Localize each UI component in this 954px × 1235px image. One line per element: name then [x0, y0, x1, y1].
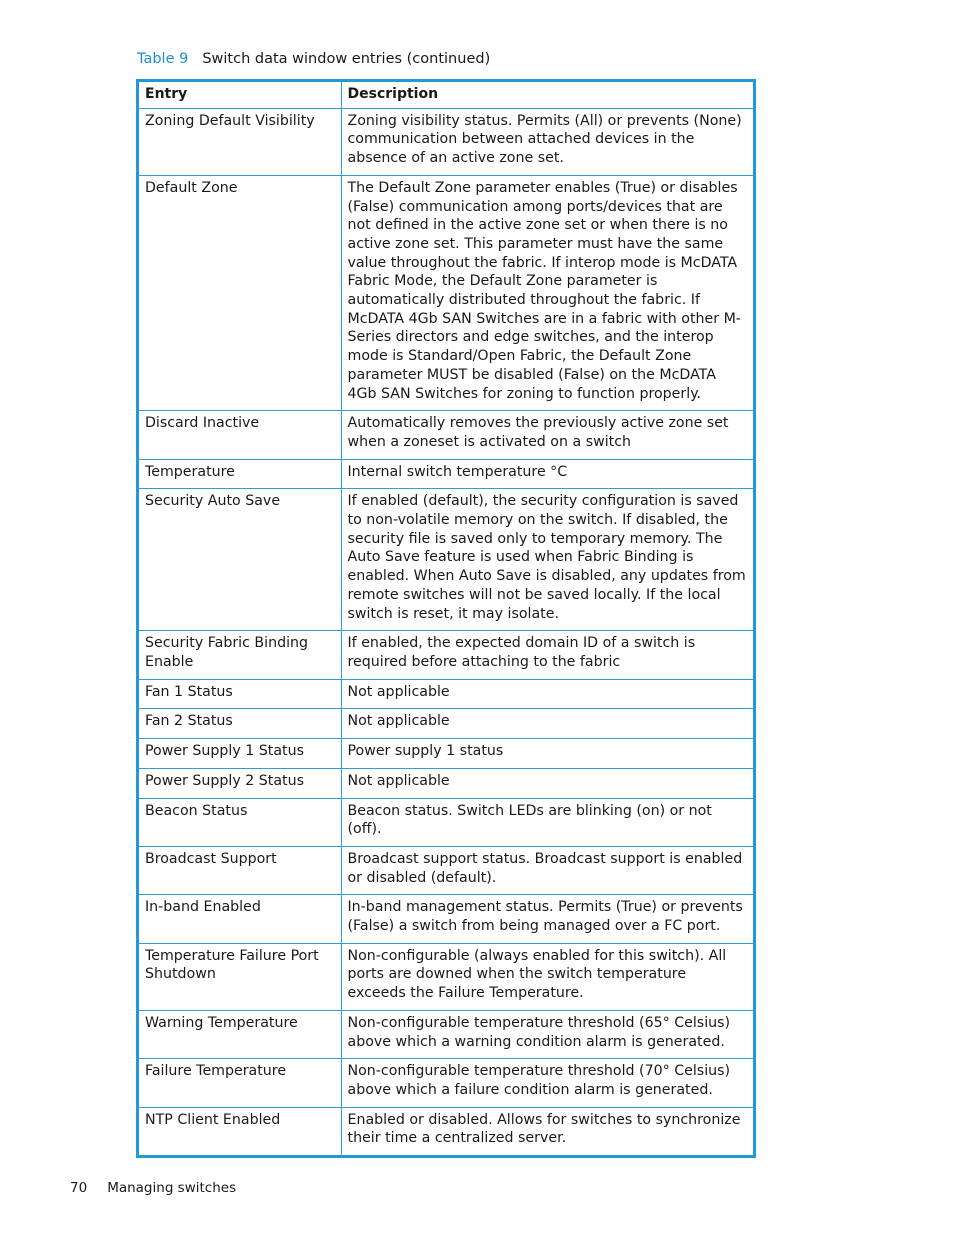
description-cell: Non-configurable temperature threshold (70° Celsius) above which a failure condition alarm is generated.	[341, 1059, 753, 1107]
footer-section-title: Managing switches	[107, 1180, 237, 1196]
table-caption	[137, 51, 490, 67]
table-row	[139, 739, 753, 769]
table-frame	[136, 79, 756, 1158]
table-row	[139, 411, 753, 459]
table-row	[139, 709, 753, 739]
table-row	[139, 768, 753, 798]
description-cell: Not applicable	[341, 679, 753, 709]
description-cell: Automatically removes the previously active zone set when a zoneset is activated on a switch	[341, 411, 753, 459]
page-footer	[70, 1180, 236, 1196]
description-cell: If enabled, the expected domain ID of a switch is required before attaching to the fabric	[341, 631, 753, 679]
table-row	[139, 846, 753, 894]
table-row	[139, 943, 753, 1010]
entry-cell: Default Zone	[139, 175, 341, 410]
table-caption-title: Switch data window entries (continued)	[202, 51, 491, 67]
table-row	[139, 175, 753, 410]
entry-cell: Power Supply 2 Status	[139, 768, 341, 798]
table-header-row	[139, 82, 753, 108]
column-header-description: Description	[341, 82, 753, 108]
table-row	[139, 798, 753, 846]
description-cell: Power supply 1 status	[341, 739, 753, 769]
entry-cell: NTP Client Enabled	[139, 1107, 341, 1155]
table-row	[139, 631, 753, 679]
table-row	[139, 1010, 753, 1058]
description-cell: Broadcast support status. Broadcast support is enabled or disabled (default).	[341, 846, 753, 894]
description-cell: If enabled (default), the security configuration is saved to non-volatile memory on the switch. If disabled, the security file is saved only to temporary memory. The Auto Save feature is used when Fabric Binding is enabled. When Auto Save is disabled, any updates from remote switches will not be saved locally. If the local switch is reset, it may isolate.	[341, 489, 753, 631]
table-body	[139, 108, 753, 1155]
entry-cell: In-band Enabled	[139, 895, 341, 943]
description-cell: Zoning visibility status. Permits (All) or prevents (None) communication between attached devices in the absence of an active zone set.	[341, 108, 753, 175]
description-cell: Internal switch temperature °C	[341, 459, 753, 489]
entry-cell: Security Auto Save	[139, 489, 341, 631]
entry-cell: Failure Temperature	[139, 1059, 341, 1107]
entry-cell: Beacon Status	[139, 798, 341, 846]
entry-cell: Zoning Default Visibility	[139, 108, 341, 175]
entry-cell: Security Fabric Binding Enable	[139, 631, 341, 679]
description-cell: Not applicable	[341, 768, 753, 798]
table-row	[139, 1059, 753, 1107]
table-row	[139, 489, 753, 631]
entry-cell: Temperature	[139, 459, 341, 489]
description-cell: In-band management status. Permits (True) or prevents (False) a switch from being managed over a FC port.	[341, 895, 753, 943]
table-row	[139, 895, 753, 943]
page-number: 70	[70, 1180, 88, 1196]
entry-cell: Fan 2 Status	[139, 709, 341, 739]
entry-cell: Discard Inactive	[139, 411, 341, 459]
entry-cell: Fan 1 Status	[139, 679, 341, 709]
table-row	[139, 108, 753, 175]
table-row	[139, 1107, 753, 1155]
entry-cell: Temperature Failure Port Shutdown	[139, 943, 341, 1010]
description-cell: Enabled or disabled. Allows for switches to synchronize their time a centralized server.	[341, 1107, 753, 1155]
entry-cell: Warning Temperature	[139, 1010, 341, 1058]
description-cell: Non-configurable (always enabled for this switch). All ports are downed when the switch temperature exceeds the Failure Temperature.	[341, 943, 753, 1010]
description-cell: Non-configurable temperature threshold (65° Celsius) above which a warning condition alarm is generated.	[341, 1010, 753, 1058]
table-caption-label: Table 9	[137, 51, 189, 67]
column-header-entry: Entry	[139, 82, 341, 108]
entry-cell: Power Supply 1 Status	[139, 739, 341, 769]
switch-data-table	[139, 82, 753, 1155]
table-row	[139, 679, 753, 709]
entry-cell: Broadcast Support	[139, 846, 341, 894]
description-cell: The Default Zone parameter enables (True) or disables (False) communication among ports/devices that are not defined in the active zone set or when there is no active zone set. This parameter must have the same value throughout the fabric. If interop mode is McDATA Fabric Mode, the Default Zone parameter is automatically distributed throughout the fabric. If McDATA 4Gb SAN Switches are in a fabric with other M-Series directors and edge switches, and the interop mode is Standard/Open Fabric, the Default Zone parameter MUST be disabled (False) on the McDATA 4Gb SAN Switches for zoning to function properly.	[341, 175, 753, 410]
description-cell: Beacon status. Switch LEDs are blinking (on) or not (off).	[341, 798, 753, 846]
table-row	[139, 459, 753, 489]
description-cell: Not applicable	[341, 709, 753, 739]
